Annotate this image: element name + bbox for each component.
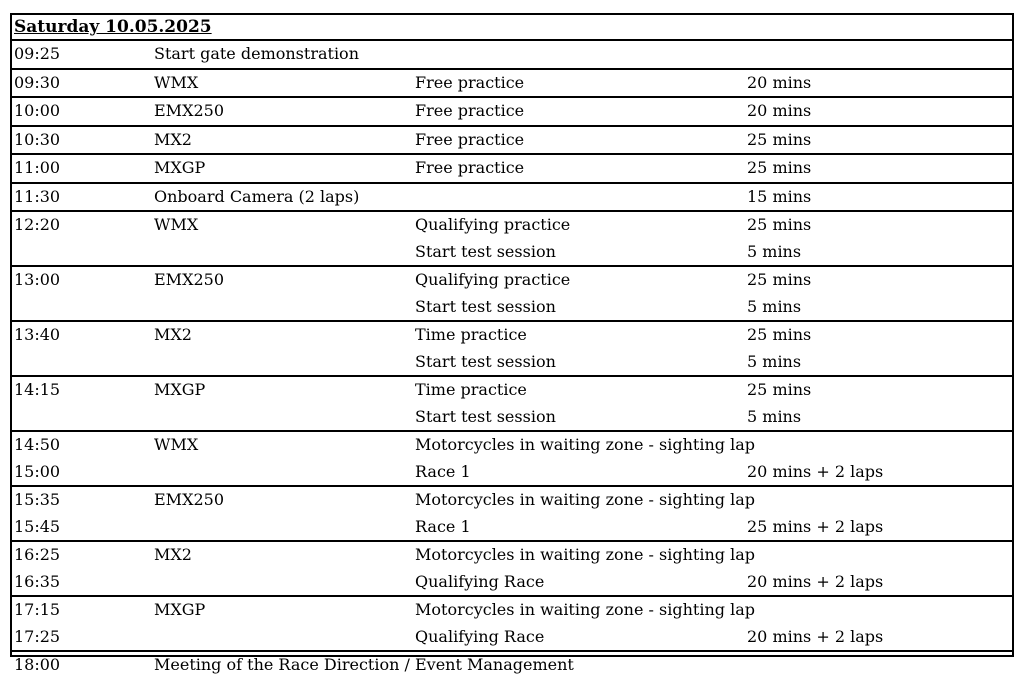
schedule-line — [12, 569, 1012, 596]
class-cell: MXGP — [154, 158, 206, 177]
session-cell: Free practice — [415, 129, 525, 149]
schedule-line — [12, 404, 1012, 431]
time-cell: 09:30 — [14, 72, 61, 92]
session-cell: Start test session — [415, 241, 556, 261]
time-cell: 09:25 — [14, 44, 61, 63]
schedule-row — [12, 267, 1012, 322]
duration-cell: 5 mins — [747, 406, 802, 426]
duration-cell: 5 mins — [747, 296, 802, 316]
session-cell: Qualifying Race — [415, 626, 545, 646]
session-cell: Qualifying practice — [415, 270, 571, 289]
class-cell: WMX — [154, 215, 199, 234]
schedule-line — [12, 155, 1012, 182]
schedule-row — [12, 432, 1012, 487]
schedule-row — [12, 377, 1012, 432]
duration-cell: 25 mins — [747, 129, 812, 149]
schedule-day-title: Saturday 10.05.2025 — [14, 17, 212, 37]
session-cell: Free practice — [415, 101, 525, 120]
duration-cell: 25 mins — [747, 270, 812, 289]
schedule-line — [12, 70, 1012, 97]
schedule-row — [12, 322, 1012, 377]
duration-cell: 20 mins — [747, 72, 812, 92]
time-cell: 13:40 — [14, 325, 61, 344]
schedule-line — [12, 267, 1012, 294]
time-cell: 18:00 — [14, 655, 61, 674]
session-cell: Motorcycles in waiting zone - sighting lap — [415, 490, 755, 509]
schedule-table — [10, 13, 1014, 674]
duration-cell: 25 mins — [747, 215, 812, 234]
duration-cell: 20 mins + 2 laps — [747, 626, 884, 646]
session-cell: Motorcycles in waiting zone - sighting lap — [415, 600, 755, 619]
time-cell: 15:00 — [14, 461, 61, 481]
schedule-line — [12, 212, 1012, 239]
class-cell: MX2 — [154, 325, 192, 344]
class-cell: WMX — [154, 72, 199, 92]
session-cell: Qualifying practice — [415, 215, 571, 234]
session-cell: Free practice — [415, 72, 525, 92]
class-cell: MX2 — [154, 129, 192, 149]
duration-cell: 5 mins — [747, 351, 802, 371]
schedule-line — [12, 98, 1012, 125]
schedule-line — [12, 487, 1012, 514]
duration-cell: 25 mins — [747, 380, 812, 399]
schedule-line — [12, 624, 1012, 651]
class-cell: Onboard Camera (2 laps) — [154, 186, 360, 206]
schedule-row — [12, 41, 1012, 70]
duration-cell: 20 mins — [747, 101, 812, 120]
time-cell: 16:35 — [14, 571, 61, 591]
class-cell: MX2 — [154, 545, 192, 564]
session-cell: Time practice — [415, 325, 527, 344]
time-cell: 16:25 — [14, 545, 61, 564]
time-cell: 15:45 — [14, 516, 61, 536]
schedule-row — [12, 542, 1012, 597]
schedule-line — [12, 127, 1012, 154]
class-cell: WMX — [154, 435, 199, 454]
session-cell: Race 1 — [415, 516, 471, 536]
session-cell: Free practice — [415, 158, 525, 177]
schedule-line — [12, 597, 1012, 624]
class-cell: EMX250 — [154, 101, 224, 120]
schedule-row — [12, 184, 1012, 213]
duration-cell: 15 mins — [747, 186, 812, 206]
schedule-row — [12, 127, 1012, 156]
duration-cell: 20 mins + 2 laps — [747, 571, 884, 591]
time-cell: 10:00 — [14, 101, 61, 120]
schedule-line — [12, 239, 1012, 266]
schedule-row — [12, 70, 1012, 99]
time-cell: 12:20 — [14, 215, 61, 234]
duration-cell: 25 mins + 2 laps — [747, 516, 884, 536]
schedule-line — [12, 322, 1012, 349]
session-cell: Start test session — [415, 406, 556, 426]
duration-cell: 25 mins — [747, 158, 812, 177]
time-cell: 17:25 — [14, 626, 61, 646]
schedule-row — [12, 212, 1012, 267]
time-cell: 14:15 — [14, 380, 61, 399]
session-cell: Time practice — [415, 380, 527, 399]
schedule-line — [12, 349, 1012, 376]
class-cell: MXGP — [154, 600, 206, 619]
session-cell: Qualifying Race — [415, 571, 545, 591]
schedule-row — [12, 597, 1012, 652]
session-cell: Motorcycles in waiting zone - sighting lap — [415, 545, 755, 564]
time-cell: 14:50 — [14, 435, 61, 454]
schedule-line — [12, 542, 1012, 569]
schedule-row — [12, 487, 1012, 542]
time-cell: 17:15 — [14, 600, 61, 619]
session-cell: Start test session — [415, 351, 556, 371]
time-cell: 10:30 — [14, 129, 61, 149]
time-cell: 11:00 — [14, 158, 61, 177]
time-cell: 15:35 — [14, 490, 61, 509]
class-cell: MXGP — [154, 380, 206, 399]
schedule-body — [12, 41, 1012, 679]
schedule-line — [12, 459, 1012, 486]
schedule-line — [12, 432, 1012, 459]
session-cell: Start test session — [415, 296, 556, 316]
session-cell: Race 1 — [415, 461, 471, 481]
schedule-row — [12, 98, 1012, 127]
schedule-row — [12, 652, 1012, 679]
duration-cell: 20 mins + 2 laps — [747, 461, 884, 481]
schedule-header — [12, 15, 1012, 41]
schedule-line — [12, 294, 1012, 321]
duration-cell: 5 mins — [747, 241, 802, 261]
schedule-line — [12, 41, 1012, 68]
schedule-line — [12, 652, 1012, 679]
class-cell: Start gate demonstration — [154, 44, 359, 63]
time-cell: 11:30 — [14, 186, 61, 206]
time-cell: 13:00 — [14, 270, 61, 289]
duration-cell: 25 mins — [747, 325, 812, 344]
schedule-line — [12, 514, 1012, 541]
class-cell: EMX250 — [154, 490, 224, 509]
schedule-line — [12, 184, 1012, 211]
class-cell: Meeting of the Race Direction / Event Management — [154, 655, 574, 674]
session-cell: Motorcycles in waiting zone - sighting lap — [415, 435, 755, 454]
schedule-row — [12, 155, 1012, 184]
schedule-line — [12, 377, 1012, 404]
class-cell: EMX250 — [154, 270, 224, 289]
